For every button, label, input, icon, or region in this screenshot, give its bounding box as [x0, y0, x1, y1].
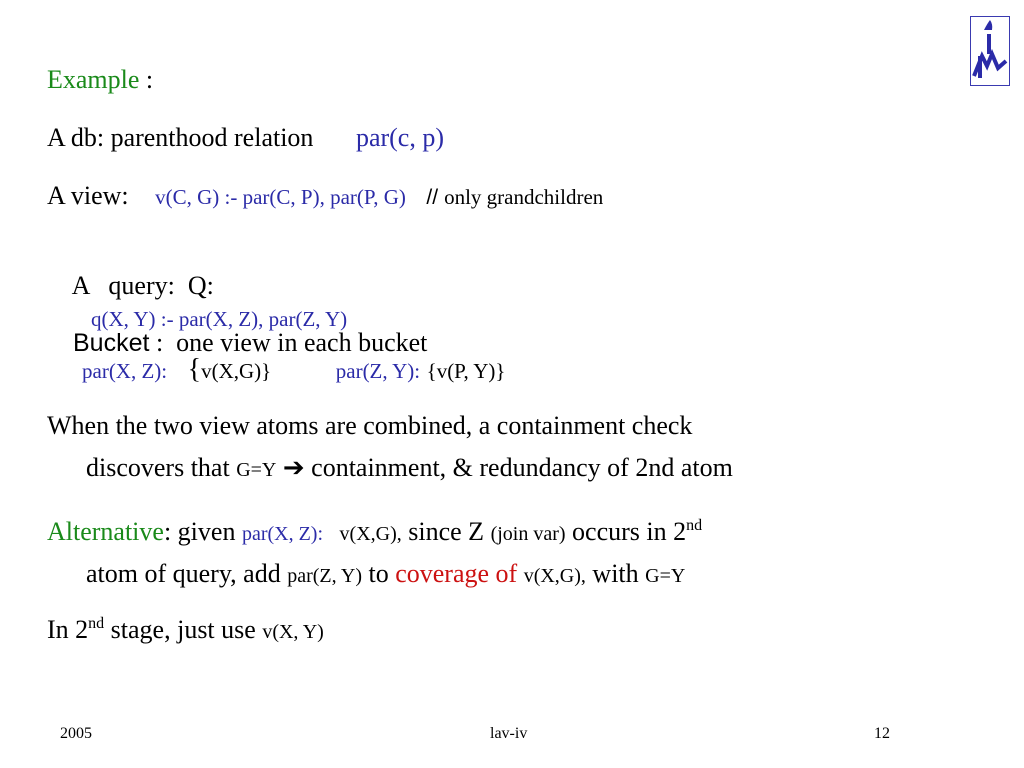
- bucket2-body: {v(P, Y)}: [426, 359, 506, 383]
- footer-page-number: 12: [874, 725, 890, 742]
- atom-text1: atom of query, add: [86, 559, 281, 588]
- view-line: [47, 180, 603, 214]
- alternative-label: Alternative: [47, 517, 164, 546]
- view-label: A view:: [47, 181, 129, 210]
- footer-year: 2005: [60, 725, 92, 742]
- coverage-text: coverage of: [395, 559, 518, 588]
- query-label: A query: Q:: [71, 271, 214, 300]
- arrow-icon: ➔: [282, 452, 305, 482]
- stage-sup: nd: [88, 615, 105, 632]
- combine-line: [47, 410, 692, 442]
- example-line: [47, 64, 153, 96]
- alternative-text1: : given: [163, 517, 236, 546]
- atom-par: par(Z, Y): [287, 565, 362, 587]
- alternative-atom: par(X, Z):: [241, 523, 324, 545]
- footer-title: lav-iv: [490, 725, 528, 742]
- view-rule: v(C, G) :- par(C, P), par(P, G): [155, 185, 406, 209]
- alternative-text2: since Z: [408, 517, 485, 546]
- db-text: A db: parenthood relation: [47, 123, 314, 152]
- bucket1-label: par(X, Z):: [82, 359, 168, 383]
- bucket-colon: :: [149, 328, 164, 357]
- db-line: [47, 122, 444, 154]
- hebrew-university-logo-icon: [970, 16, 1010, 86]
- combine-text: When the two view atoms are combined, a containment check: [47, 411, 693, 440]
- bucket-contents-line: [82, 354, 506, 387]
- discovers-eq: G=Y: [236, 459, 277, 481]
- stage-line: [47, 614, 324, 648]
- bucket-label: Bucket: [73, 329, 150, 357]
- example-label: Example: [47, 65, 140, 94]
- alternative-view: v(X,G),: [339, 523, 402, 545]
- bucket1-body: v(X,G)}: [201, 359, 272, 383]
- bucket-text: one view in each bucket: [163, 328, 428, 357]
- atom-view: v(X,G),: [523, 565, 586, 587]
- stage-text2: stage, just use: [110, 615, 256, 644]
- view-comment: only grandchildren: [444, 185, 604, 209]
- discovers-text: discovers that: [86, 453, 230, 482]
- alternative-text3: occurs in 2: [572, 517, 687, 546]
- bucket1-brace: {: [187, 354, 202, 385]
- atom-to: to: [368, 559, 389, 588]
- view-comment-slashes: //: [426, 186, 439, 209]
- atom-eq: G=Y: [645, 565, 686, 587]
- stage-text1: In 2: [47, 615, 89, 644]
- discovers-line: [86, 451, 733, 486]
- atom-with: with: [592, 559, 639, 588]
- atom-line: [86, 558, 685, 592]
- db-relation: par(c, p): [355, 123, 444, 152]
- discovers-text2: containment, & redundancy of 2nd atom: [311, 453, 733, 482]
- alternative-sup: nd: [686, 517, 703, 534]
- stage-view: v(X, Y): [262, 621, 324, 643]
- example-colon: :: [139, 65, 154, 94]
- alternative-line: [47, 516, 702, 550]
- query-rule: q(X, Y) :- par(X, Z), par(Z, Y): [91, 307, 348, 331]
- alternative-paren: (join var): [490, 523, 566, 545]
- bucket2-label: par(Z, Y):: [335, 359, 421, 383]
